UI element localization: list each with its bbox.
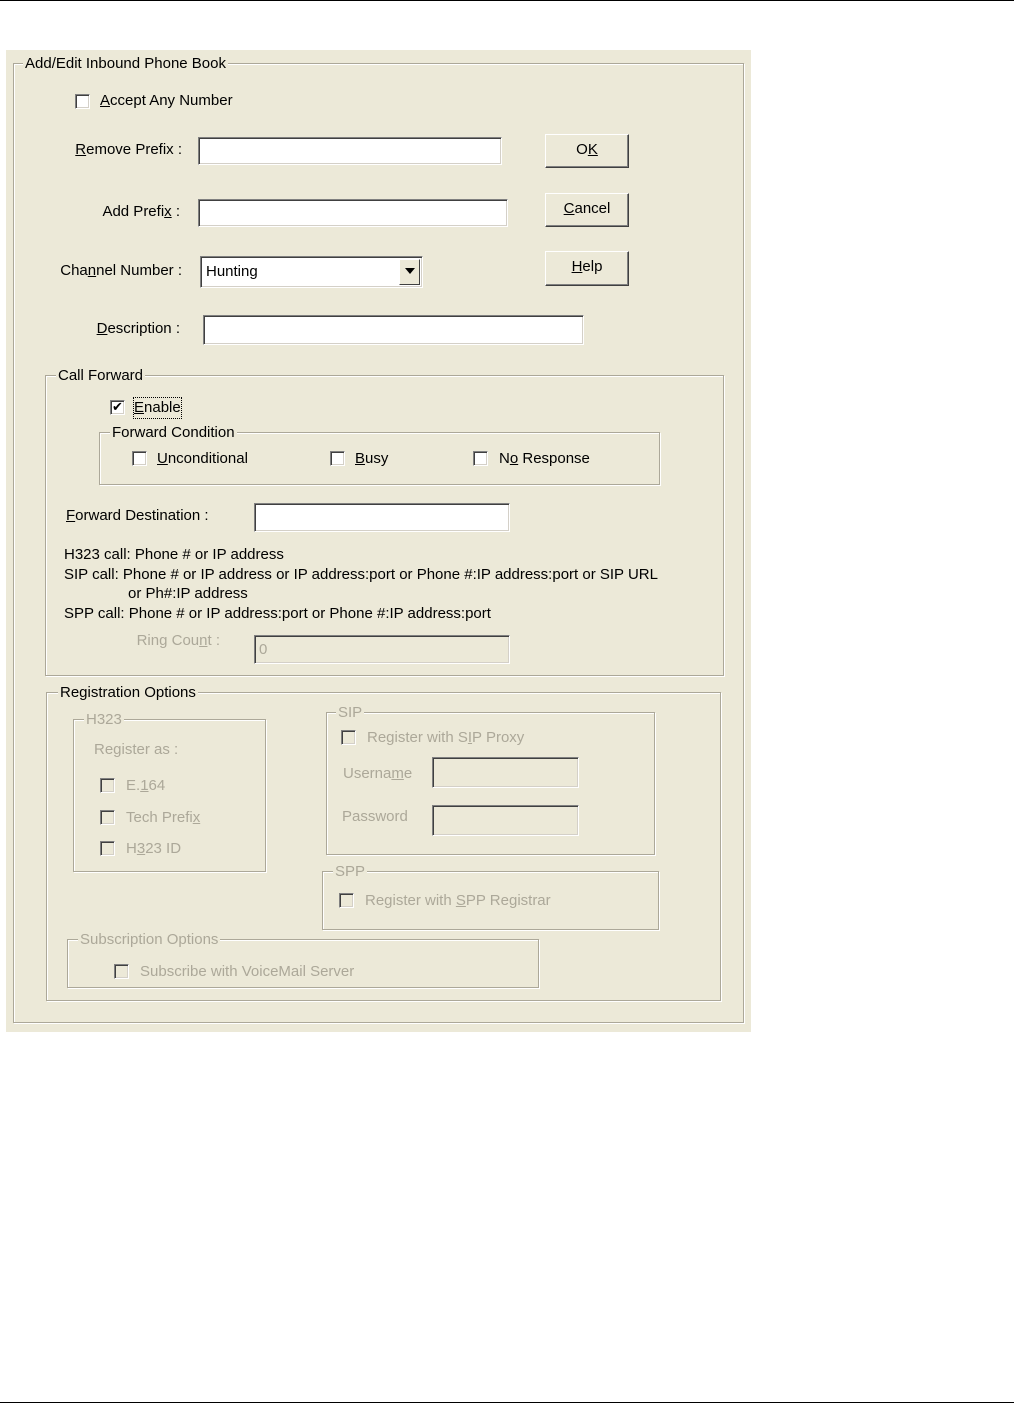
busy-label[interactable]: Busy xyxy=(355,450,389,467)
help-button[interactable]: Help xyxy=(545,251,629,286)
username-input xyxy=(432,757,579,788)
register-sip-proxy-checkbox xyxy=(341,730,356,745)
e164-checkbox xyxy=(100,778,115,793)
sip-title: SIP xyxy=(338,704,363,721)
remove-prefix-input[interactable] xyxy=(198,137,502,165)
register-sip-proxy-label: Register with SIP Proxy xyxy=(367,729,525,746)
unconditional-label[interactable]: Unconditional xyxy=(157,450,248,467)
enable-label[interactable]: Enable xyxy=(134,399,181,416)
e164-label: E.164 xyxy=(126,777,166,794)
spp-help-text: SPP call: Phone # or IP address:port or Phone #:IP address:port xyxy=(64,605,491,622)
description-input[interactable] xyxy=(203,315,584,345)
channel-number-select[interactable] xyxy=(200,256,423,288)
password-input xyxy=(432,805,579,836)
h323-help-text: H323 call: Phone # or IP address xyxy=(64,546,284,563)
register-spp-registrar-label: Register with SPP Registrar xyxy=(365,892,551,909)
description-label: Description : xyxy=(96,320,180,337)
no-response-checkbox[interactable] xyxy=(473,451,488,466)
cancel-button[interactable]: Cancel xyxy=(545,193,629,227)
tech-prefix-label: Tech Prefix xyxy=(126,809,201,826)
channel-number-label: Channel Number : xyxy=(60,262,182,279)
dialog-panel xyxy=(6,50,751,1032)
spp-title: SPP xyxy=(335,863,366,880)
chevron-down-icon[interactable] xyxy=(399,259,420,285)
subscription-options-title: Subscription Options xyxy=(80,931,219,948)
h323-id-checkbox xyxy=(100,841,115,856)
add-prefix-label: Add Prefix : xyxy=(102,203,180,220)
channel-number-value: Hunting xyxy=(206,263,258,280)
ring-count-input xyxy=(254,635,510,664)
forward-condition-title: Forward Condition xyxy=(112,424,235,441)
no-response-label[interactable]: No Response xyxy=(499,450,590,467)
h323-id-label: H323 ID xyxy=(126,840,182,857)
add-prefix-input[interactable] xyxy=(198,199,508,227)
ok-button[interactable]: OK xyxy=(545,134,629,168)
forward-destination-label: Forward Destination : xyxy=(66,507,209,524)
username-label: Username xyxy=(343,765,413,782)
remove-prefix-label: Remove Prefix : xyxy=(75,141,182,158)
register-spp-registrar-checkbox xyxy=(339,893,354,908)
registration-options-title: Registration Options xyxy=(60,684,196,701)
sip-help-text: SIP call: Phone # or IP address or IP address:port or Phone #:IP address:port or SIP URL xyxy=(64,566,658,583)
password-label: Password xyxy=(342,808,408,825)
subscribe-voicemail-checkbox xyxy=(114,964,129,979)
bottom-rule xyxy=(0,1402,1014,1403)
accept-any-number-label[interactable]: Accept Any Number xyxy=(100,92,233,109)
tech-prefix-checkbox xyxy=(100,810,115,825)
subscribe-voicemail-label: Subscribe with VoiceMail Server xyxy=(140,963,355,980)
sip-help-text-cont: or Ph#:IP address xyxy=(128,585,248,602)
top-rule xyxy=(0,0,1014,1)
busy-checkbox[interactable] xyxy=(330,451,345,466)
enable-checkbox[interactable]: ✔ xyxy=(110,400,125,415)
unconditional-checkbox[interactable] xyxy=(132,451,147,466)
accept-any-number-checkbox[interactable] xyxy=(75,94,90,109)
register-as-label: Register as : xyxy=(94,741,179,758)
ring-count-label: Ring Count : xyxy=(136,632,220,649)
h323-title: H323 xyxy=(86,711,122,728)
forward-destination-input[interactable] xyxy=(254,503,510,532)
call-forward-title: Call Forward xyxy=(58,367,144,384)
phone-book-title: Add/Edit Inbound Phone Book xyxy=(25,55,226,72)
